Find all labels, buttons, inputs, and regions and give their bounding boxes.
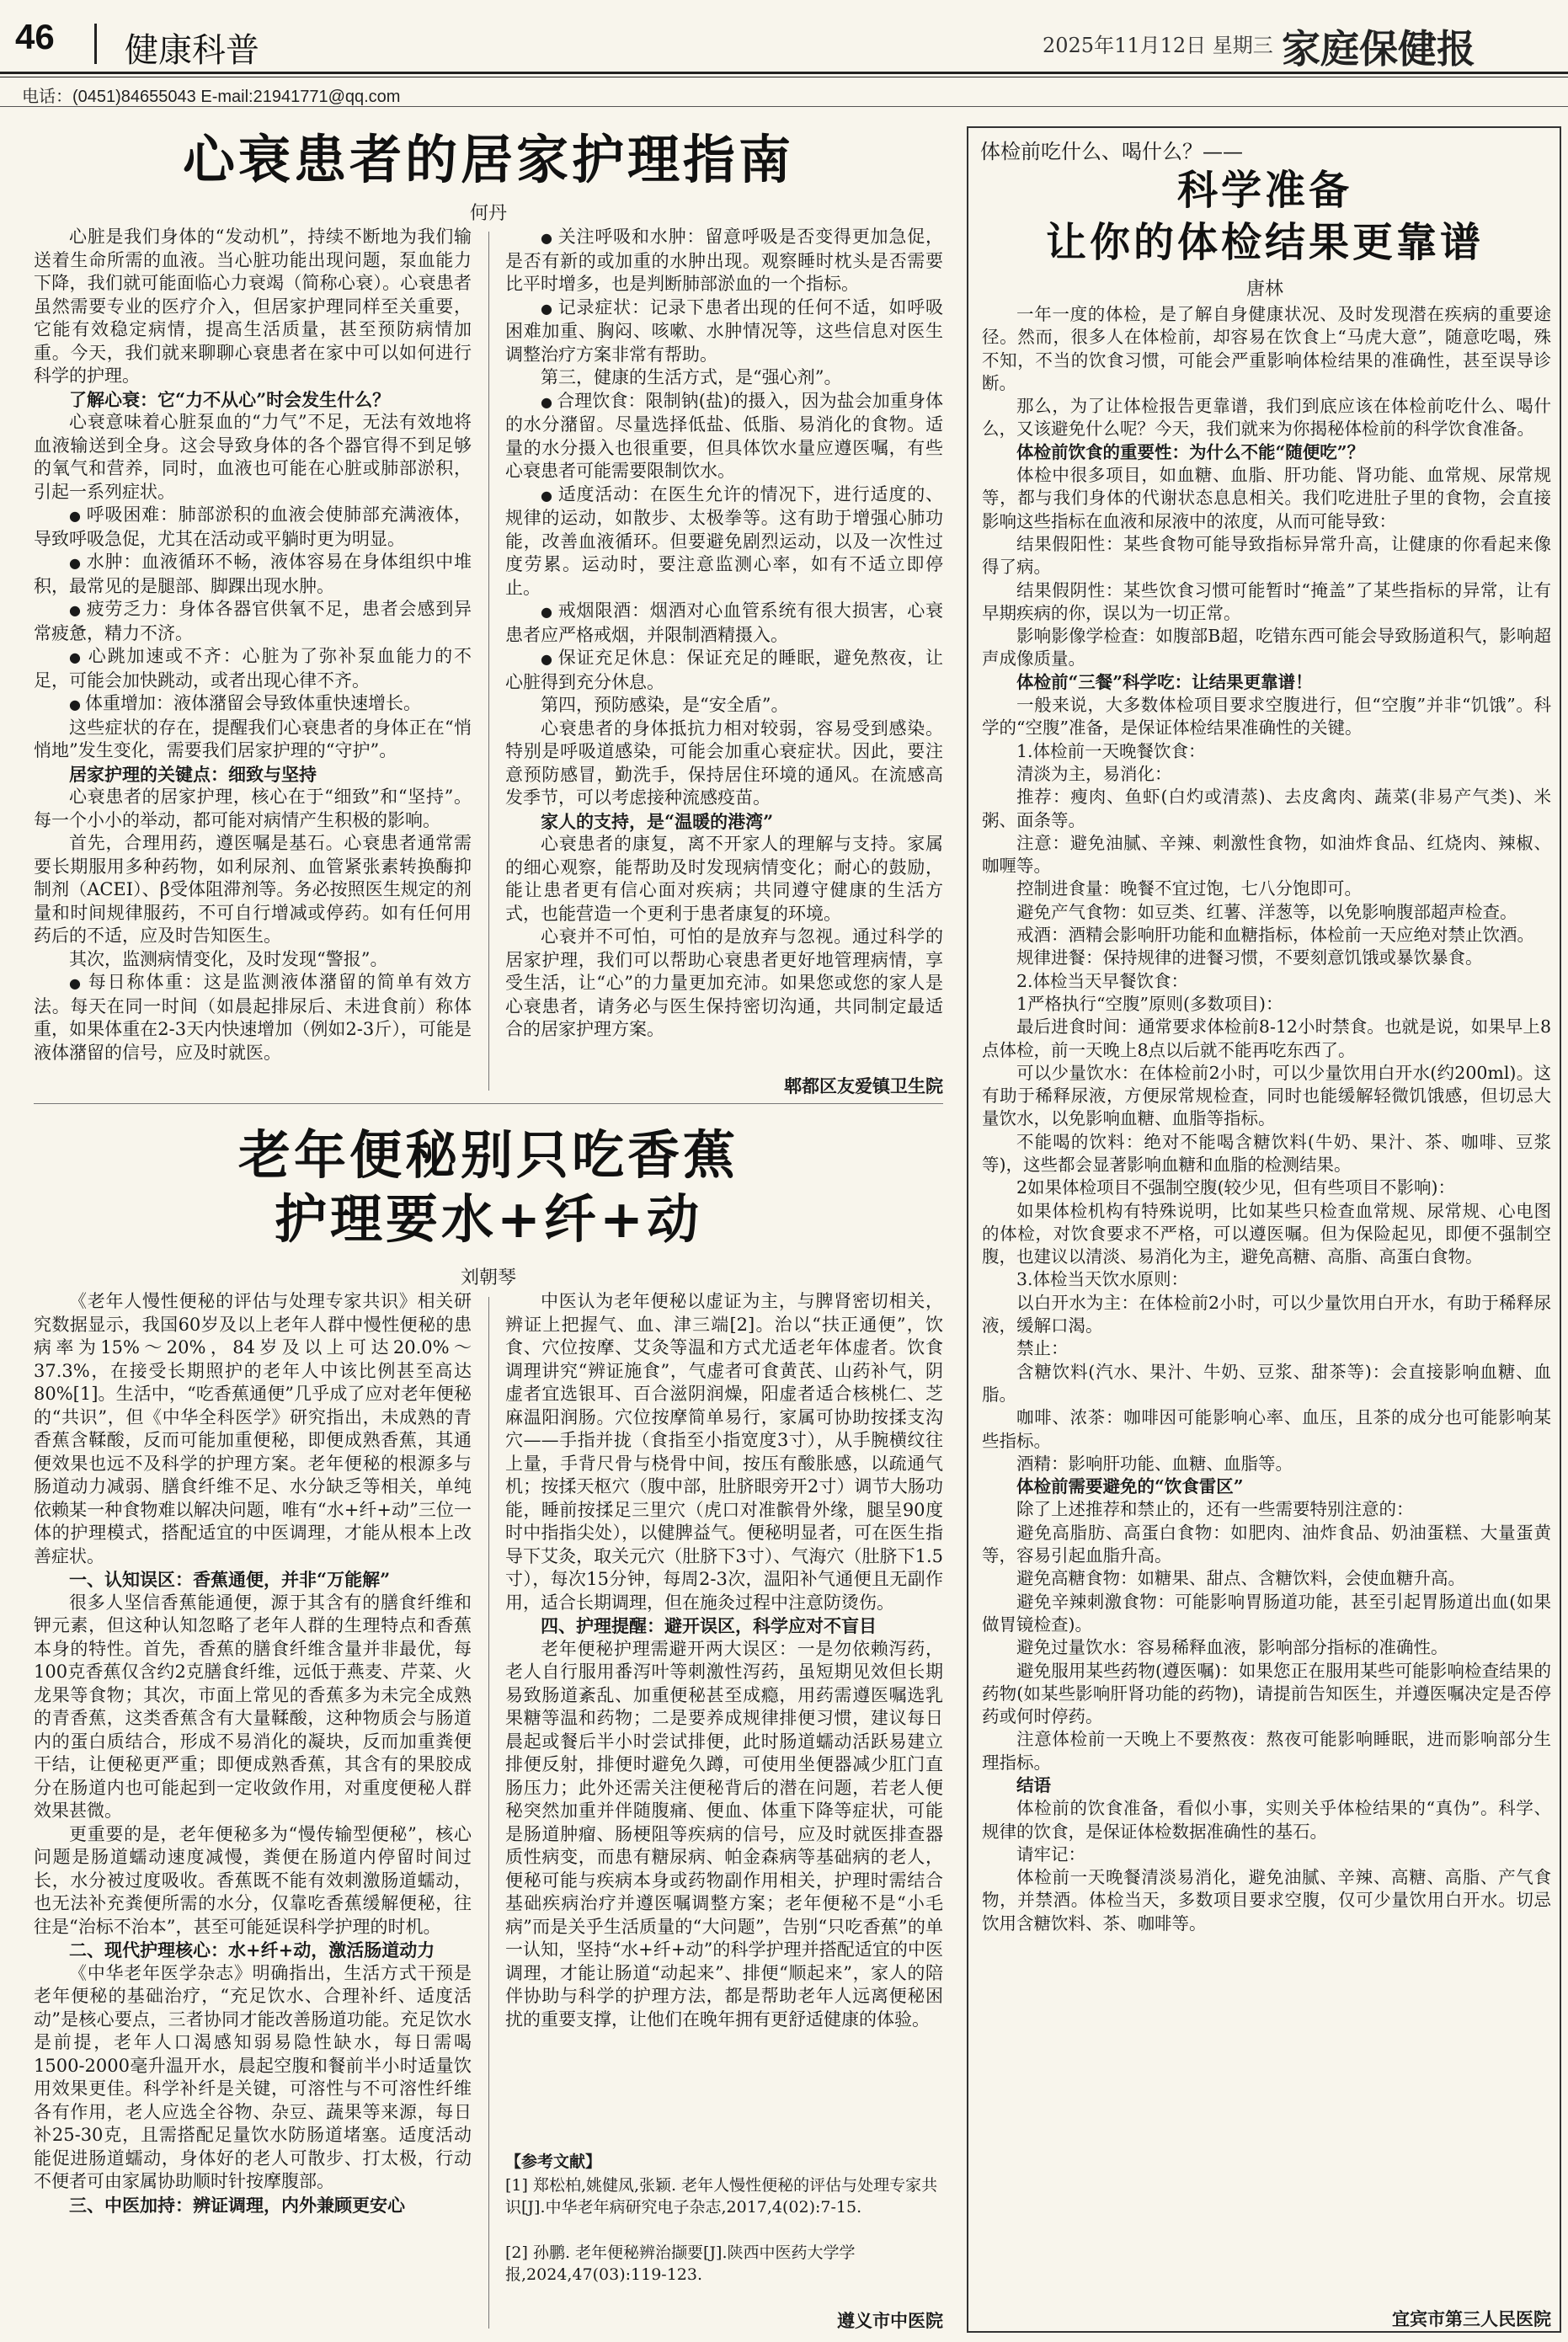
- bullet-paragraph: ● 关注呼吸和水肿：留意呼吸是否变得更加急促，是否有新的或加重的水肿出现。观察睡时枕头是否需要比平时增多，也是判断肺部淤血的一个指标。: [505, 226, 943, 296]
- paragraph: 结果假阳性：某些食物可能导致指标异常升高，让健康的你看起来像得了病。: [982, 533, 1551, 578]
- paragraph: 不能喝的饮料：绝对不能喝含糖饮料(牛奶、果汁、茶、咖啡、豆浆等)，这些都会显著影响血糖和血脂的检测结果。: [982, 1131, 1551, 1175]
- paragraph: 1严格执行“空腹”原则(多数项目)：: [1016, 993, 1283, 1014]
- article2-column-2: [505, 1290, 943, 2146]
- paragraph: 规律进餐：保持规律的进餐习惯，不要刻意饥饿或暴饮暴食。: [1016, 947, 1483, 968]
- paragraph: 心衰患者的康复，离不开家人的理解与支持。家属的细心观察，能帮助及时发现病情变化；耐心的鼓励，能让患者更有信心面对疾病；共同遵守健康的生活方式，也能营造一个更利于患者康复的环境。: [505, 834, 943, 924]
- masthead-divider: [94, 24, 97, 64]
- paragraph: 避免产气食物：如豆类、红薯、洋葱等，以免影响腹部超声检查。: [1016, 901, 1517, 922]
- article2-column-1: [34, 1290, 472, 2333]
- subheading: 体检前需要避免的“饮食雷区”: [1016, 1476, 1244, 1497]
- paragraph: 更重要的是，老年便秘多为“慢传输型便秘”，核心问题是肠道蠕动速度减慢，粪便在肠道内停留时间过长，水分被过度吸收。香蕉既不能有效刺激肠道蠕动，也无法补充粪便所需的水分，仅靠吃香蕉缓解便秘，往往是“治标不治本”，甚至可能延误科学护理的时机。: [34, 1823, 472, 1937]
- paragraph: 一年一度的体检，是了解自身健康状况、及时发现潜在疾病的重要途径。然而，很多人在体检前，却容易在饮食上“马虎大意”，随意吃喝，殊不知，不当的饮食习惯，可能会严重影响体检结果的准确性，甚至误导诊断。: [982, 304, 1551, 393]
- paragraph: 结果假阴性：某些饮食习惯可能暂时“掩盖”了某些指标的异常，让有早期疾病的你，误以为一切正常。: [982, 579, 1551, 623]
- article2-title-line1: 老年便秘别只吃香蕉: [237, 1124, 739, 1186]
- paragraph: 请牢记：: [1016, 1843, 1085, 1865]
- paragraph: 心衰患者的居家护理，核心在于“细致”和“坚持”。每一个小小的举动，都可能对病情产生积极的影响。: [34, 787, 472, 830]
- column-divider: [488, 232, 489, 1091]
- paragraph: 戒酒：酒精会影响肝功能和血糖指标，体检前一天应绝对禁止饮酒。: [1016, 925, 1534, 946]
- section-name: 健康科普: [125, 31, 259, 70]
- paragraph: 避免过量饮水：容易稀释血液，影响部分指标的准确性。: [1016, 1637, 1448, 1658]
- bullet-paragraph: ● 记录症状：记录下患者出现的任何不适，如呼吸困难加重、胸闷、咳嗽、水肿情况等，这些信息对医生调整治疗方案非常有帮助。: [505, 296, 943, 367]
- paragraph: 《老年人慢性便秘的评估与处理专家共识》相关研究数据显示，我国60岁及以上老年人群中慢性便秘的患病率为15%～20%，84岁及以上可达20.0%～37.3%，在接受长期照护的老年人中该比例甚至高达80%[1]。生活中，“吃香蕉通便”几乎成了应对老年便秘的“共识”，但《中华全科医学》研究指出，未成熟的青香蕉含鞣酸，反而可能加重便秘，即便成熟香蕉，其通便效果也远不及科学的护理方案。老年便秘的根源多与肠道动力减弱、膳食纤维不足、水分缺乏等相关，单纯依赖某一种食物难以解决问题，唯有“水+纤+动”三位一体的护理模式，搭配适宜的中医调理，才能从根本上改善症状。: [34, 1291, 472, 1566]
- paragraph: 体检中很多项目，如血糖、血脂、肝功能、肾功能、血常规、尿常规等，都与我们身体的代谢状态息息相关。我们吃进肚子里的食物，会直接影响这些指标在血液和尿液中的浓度，从而可能导致：: [982, 465, 1551, 531]
- paragraph: 心衰患者的身体抵抗力相对较弱，容易受到感染。特别是呼吸道感染，可能会加重心衰症状。因此，要注意预防感冒，勤洗手，保持居住环境的通风。在流感高发季节，可以考虑接种流感疫苗。: [505, 718, 943, 808]
- paragraph: 避免高脂肪、高蛋白食物：如肥肉、油炸食品、奶油蛋糕、大量蛋黄等，容易引起血脂升高。: [982, 1522, 1551, 1566]
- paragraph: 禁止：: [1016, 1338, 1069, 1359]
- reference-item: [1] 郑松柏,姚健凤,张颖. 老年人慢性便秘的评估与处理专家共识[J].中华老年病研究电子杂志,2017,4(02):7-15.: [505, 2176, 938, 2217]
- article1-author: 何丹: [469, 203, 507, 224]
- subheading: 四、护理提醒：避开误区，科学应对不盲目: [541, 1615, 877, 1636]
- paragraph: 推荐：瘦肉、鱼虾(白灼或清蒸)、去皮禽肉、蔬菜(非易产气类)、米粥、面条等。: [982, 787, 1551, 830]
- paragraph: 体检前一天晚餐清淡易消化，避免油腻、辛辣、高糖、高脂、产气食物，并禁酒。体检当天，多数项目要求空腹，仅可少量饮用白开水。切忌饮用含糖饮料、茶、咖啡等。: [982, 1867, 1551, 1934]
- paragraph: 注意体检前一天晚上不要熬夜：熬夜可能影响睡眠，进而影响部分生理指标。: [982, 1729, 1551, 1773]
- paragraph: 体检前的饮食准备，看似小事，实则关乎体检结果的“真伪”。科学、规律的饮食，是保证体检数据准确性的基石。: [982, 1798, 1551, 1842]
- paragraph: 2.体检当天早餐饮食：: [1016, 970, 1189, 991]
- paragraph: 可以少量饮水：在体检前2小时，可以少量饮用白开水(约200ml)。这有助于稀释尿液，方便尿常规检查，同时也能缓解轻微饥饿感，但切忌大量饮水，以免影响血糖、血脂等指标。: [982, 1062, 1551, 1129]
- subheading: 体检前饮食的重要性：为什么不能“随便吃”？: [1016, 441, 1365, 462]
- paragraph: 如果体检机构有特殊说明，比如某些只检查血常规、尿常规、心电图的体检，对饮食要求不严格，可以遵医嘱。但为保险起见，即便不强制空腹，也建议以清淡、易消化为主，避免高糖、高脂、高蛋白食物。: [982, 1200, 1551, 1267]
- article2-title-line2: 护理要水+纤+动: [275, 1188, 702, 1250]
- article2-signature: 遵义市中医院: [837, 2310, 943, 2331]
- bullet-paragraph: ● 心跳加速或不齐：心脏为了弥补泵血能力的不足，可能会加快跳动，或者出现心律不齐。: [34, 645, 472, 692]
- subheading: 三、中医加持：辨证调理，内外兼顾更安心: [69, 2194, 405, 2216]
- subheading: 体检前“三餐”科学吃：让结果更靠谱！: [1016, 671, 1313, 692]
- paragraph: 避免高糖食物：如糖果、甜点、含糖饮料，会使血糖升高。: [1016, 1568, 1465, 1589]
- issue-date: 2025年11月12日 星期三: [1043, 34, 1273, 57]
- article3-title-line1: 科学准备: [1176, 167, 1352, 214]
- article3-signature: 宜宾市第三人民医院: [1392, 2308, 1551, 2329]
- paragraph: 影响影像学检查：如腹部B超，吃错东西可能会导致肠道积气，影响超声成像质量。: [982, 626, 1551, 670]
- subheading: 二、现代护理核心：水+纤+动，激活肠道动力: [69, 1939, 435, 1961]
- paragraph: 首先，合理用药，遵医嘱是基石。心衰患者通常需要长期服用多种药物，如利尿剂、血管紧张素转换酶抑制剂（ACEI）、β受体阻滞剂等。务必按照医生规定的剂量和时间规律服药，不可自行增减或停药。如有任何用药后的不适，应及时告知医生。: [34, 833, 472, 946]
- paragraph: 第四，预防感染，是“安全盾”。: [541, 695, 789, 715]
- column-divider: [488, 1297, 489, 2329]
- bullet-paragraph: ● 戒烟限酒：烟酒对心血管系统有很大损害，心衰患者应严格戒烟，并限制酒精摄入。: [505, 600, 943, 647]
- paragraph: 心衰意味着心脏泵血的“力气”不足，无法有效地将血液输送到全身。这会导致身体的各个器官得不到足够的氧气和营养，同时，血液也可能在心脏或肺部淤积，引起一系列症状。: [34, 412, 472, 502]
- article1-column-2: [505, 226, 943, 1070]
- paragraph: 避免辛辣刺激食物：可能影响胃肠道功能，甚至引起胃肠道出血(如果做胃镜检查)。: [982, 1591, 1551, 1635]
- bullet-paragraph: ● 体重增加：液体潴留会导致体重快速增长。: [34, 692, 472, 717]
- paragraph: 以白开水为主：在体检前2小时，可以少量饮用白开水，有助于稀释尿液，缓解口渴。: [982, 1292, 1551, 1336]
- paragraph: 咖啡、浓茶：咖啡因可能影响心率、血压，且茶的成分也可能影响某些指标。: [982, 1407, 1551, 1451]
- newspaper-name: 家庭保健报: [1282, 26, 1475, 72]
- paragraph: 老年便秘护理需避开两大误区：一是勿依赖泻药，老人自行服用番泻叶等刺激性泻药，虽短期见效但长期易致肠道紊乱、加重便秘甚至成瘾，用药需遵医嘱选乳果糖等温和药物；二是要养成规律排便习惯，建议每日晨起或餐后半小时尝试排便，此时肠道蠕动活跃易建立排便反射，排便时避免久蹲，可使用坐便器减少肛门直肠压力；此外还需关注便秘背后的潜在问题，若老人便秘突然加重并伴随腹痛、便血、体重下降等症状，可能是肠道肿瘤、肠梗阻等疾病的信号，应及时就医排查器质性病变，而患有糖尿病、帕金森病等基础病的老人，便秘可能与疾病本身或药物副作用相关，护理时需结合基础疾病治疗并遵医嘱调整方案；老年便秘不是“小毛病”而是关乎生活质量的“大问题”，告别“只吃香蕉”的单一认知，坚持“水+纤+动”的科学护理并搭配适宜的中医调理，才能让肠道“动起来”、排便“顺起来”，家人的陪伴协助与科学的护理方法，都是帮助老年人远离便秘困扰的重要支撑，让他们在晚年拥有更舒适健康的体验。: [505, 1638, 943, 2030]
- bullet-paragraph: ● 每日称体重：这是监测液体潴留的简单有效方法。每天在同一时间（如晨起排尿后、未进食前）称体重，如果体重在2-3天内快速增加（例如2-3斤），可能是液体潴留的信号，应及时就医。: [34, 971, 472, 1064]
- article3-kicker: 体检前吃什么、喝什么？——: [980, 140, 1243, 163]
- article3-title-line2: 让你的体检结果更靠谱: [1045, 219, 1484, 266]
- paragraph: 这些症状的存在，提醒我们心衰患者的身体正在“悄悄地”发生变化，需要我们居家护理的“守护”。: [34, 717, 472, 760]
- page-number: 46: [15, 17, 55, 56]
- paragraph: 避免服用某些药物(遵医嘱)：如果您正在服用某些可能影响检查结果的药物(如某些影响肝肾功能的药物)，请提前告知医生，并遵医嘱决定是否停药或何时停药。: [982, 1660, 1551, 1727]
- article1-title: 心衰患者的居家护理指南: [182, 129, 794, 190]
- bullet-paragraph: ● 适度活动：在医生允许的情况下，进行适度的、规律的运动，如散步、太极拳等。这有助于增强心肺功能，改善血液循环。但要避免剧烈运动，以及一次性过度劳累。运动时，要注意监测心率，如有不适立即停止。: [505, 483, 943, 600]
- paragraph: 1.体检前一天晚餐饮食：: [1016, 740, 1206, 761]
- subheading: 家人的支持，是“温暖的港湾”: [541, 810, 774, 832]
- paragraph: 中医认为老年便秘以虚证为主，与脾肾密切相关，辨证上把握气、血、津三端[2]。治以“扶正通便”，饮食、穴位按摩、艾灸等温和方式尤适老年体虚者。饮食调理讲究“辨证施食”，气虚者可食黄芪、山药补气，阴虚者宜选银耳、百合滋阴润燥，阳虚者适合核桃仁、芝麻温阳润肠。穴位按摩简单易行，家属可协助按揉支沟穴——手指并拢（食指至小指宽度3寸），从手腕横纹往上量，手背尺骨与桡骨中间，按压有酸胀感，以疏通气机；按揉天枢穴（腹中部，肚脐眼旁开2寸）调节大肠功能，睡前按揉足三里穴（虎口对准髌骨外缘，腿呈90度时中指指尖处），以健脾益气。便秘明显者，可在医生指导下艾灸，取关元穴（肚脐下3寸）、气海穴（肚脐下1.5寸），每次15分钟，每周2-3次，温阳补气通便且无副作用，适合长期调理，但在施灸过程中注意防烫伤。: [505, 1291, 943, 1613]
- bullet-paragraph: ● 合理饮食：限制钠(盐)的摄入，因为盐会加重身体的水分潴留。尽量选择低盐、低脂、易消化的食物。适量的水分摄入也很重要，但具体饮水量应遵医嘱，有些心衰患者可能需要限制饮水。: [505, 390, 943, 483]
- paragraph: 2如果体检项目不强制空腹(较少见，但有些项目不影响)：: [1016, 1177, 1456, 1198]
- paragraph: 很多人坚信香蕉能通便，源于其含有的膳食纤维和钾元素，但这种认知忽略了老年人群的生理特点和香蕉本身的特性。首先，香蕉的膳食纤维含量并非最优，每100克香蕉仅含约2克膳食纤维，远低于燕麦、芹菜、火龙果等食物；其次，市面上常见的香蕉多为未完全成熟的青香蕉，这类香蕉含有大量鞣酸，这种物质会与肠道内的蛋白质结合，形成不易消化的凝块，反而加重粪便干结，让便秘更严重；即便成熟香蕉，其含有的果胶成分在肠道内也可能起到一定收敛作用，对重度便秘人群效果甚微。: [34, 1592, 472, 1821]
- paragraph: 第三，健康的生活方式，是“强心剂”。: [541, 367, 842, 387]
- subheading: 居家护理的关键点：细致与坚持: [69, 763, 317, 785]
- paragraph: 3.体检当天饮水原则：: [1016, 1269, 1189, 1290]
- contact-rule: [0, 106, 1568, 107]
- reference-item: [2] 孙鹏. 老年便秘辨治撷要[J].陕西中医药大学学报,2024,47(03):119-123.: [505, 2243, 856, 2284]
- paragraph: 心衰并不可怕，可怕的是放弃与忽视。通过科学的居家护理，我们可以帮助心衰患者更好地管理病情，享受生活，让“心”的力量更加充沛。如果您或您的家人是心衰患者，请务必与医生保持密切沟通，共同制定最适合的居家护理方案。: [505, 926, 943, 1039]
- references-heading: 【参考文献】: [505, 2153, 602, 2171]
- article-divider: [34, 1103, 943, 1104]
- bullet-paragraph: ● 呼吸困难：肺部淤积的血液会使肺部充满液体，导致呼吸急促，尤其在活动或平躺时更为明显。: [34, 504, 472, 551]
- article3-body: [982, 303, 1551, 2297]
- subheading: 一、认知误区：香蕉通便，并非“万能解”: [69, 1569, 391, 1590]
- paragraph: 清淡为主，易消化：: [1016, 763, 1172, 784]
- paragraph: 除了上述推荐和禁止的，还有一些需要特别注意的：: [1016, 1499, 1414, 1520]
- paragraph: 那么，为了让体检报告更靠谱，我们到底应该在体检前吃什么、喝什么，又该避免什么呢？今天，我们就来为你揭秘体检前的科学饮食准备。: [982, 396, 1551, 440]
- masthead-rule: [0, 72, 1568, 74]
- paragraph: 注意：避免油腻、辛辣、刺激性食物，如油炸食品、红烧肉、辣椒、咖喱等。: [982, 832, 1551, 877]
- article2-author: 刘朝琴: [460, 1267, 516, 1288]
- bullet-paragraph: ● 疲劳乏力：身体各器官供氧不足，患者会感到异常疲惫，精力不济。: [34, 598, 472, 645]
- contact-line: 电话：(0451)84655043 E-mail:21941771@qq.com: [22, 88, 401, 106]
- paragraph: 其次，监测病情变化，及时发现“警报”。: [69, 948, 388, 969]
- paragraph: 控制进食量：晚餐不宜过饱，七八分饱即可。: [1016, 878, 1362, 899]
- paragraph: 酒精：影响肝功能、血糖、血脂等。: [1016, 1453, 1293, 1474]
- paragraph: 含糖饮料(汽水、果汁、牛奶、豆浆、甜茶等)：会直接影响血糖、血脂。: [982, 1361, 1551, 1405]
- bullet-paragraph: ● 水肿：血液循环不畅，液体容易在身体组织中堆积，最常见的是腿部、脚踝出现水肿。: [34, 551, 472, 598]
- paragraph: 《中华老年医学杂志》明确指出，生活方式干预是老年便秘的基础治疗，“充足饮水、合理补纤、适度活动”是核心要点，三者协同才能改善肠道功能。充足饮水是前提，老年人口渴感知弱易隐性缺水，每日需喝1500-2000毫升温开水，晨起空腹和餐前半小时适量饮用效果更佳。科学补纤是关键，可溶性与不可溶性纤维各有作用，老人应选全谷物、杂豆、蔬果等来源，每日补25-30克，且需搭配足量饮水防肠道堵塞。适度活动能促进肠道蠕动，身体好的老人可散步、打太极，行动不便者可由家属协助顺时针按摩腹部。: [34, 1962, 472, 2191]
- paragraph: 心脏是我们身体的“发动机”，持续不断地为我们输送着生命所需的血液。当心脏功能出现问题，泵血能力下降，我们就可能面临心力衰竭（简称心衰）。心衰患者虽然需要专业的医疗介入，但居家护理同样至关重要，它能有效稳定病情，提高生活质量，甚至预防病情加重。今天，我们就来聊聊心衰患者在家中可以如何进行科学的护理。: [34, 227, 472, 386]
- subheading: 了解心衰：它“力不从心”时会发生什么？: [69, 388, 391, 410]
- subheading: 结语: [1016, 1775, 1051, 1795]
- paragraph: 最后进食时间：通常要求体检前8-12小时禁食。也就是说，如果早上8点体检，前一天晚上8点以后就不能再吃东西了。: [982, 1016, 1551, 1060]
- paragraph: 一般来说，大多数体检项目要求空腹进行，但“空腹”并非“饥饿”。科学的“空腹”准备，是保证体检结果准确性的关键。: [982, 695, 1551, 739]
- article1-signature: 郫都区友爱镇卫生院: [784, 1075, 943, 1096]
- bullet-paragraph: ● 保证充足休息：保证充足的睡眠，避免熬夜，让心脏得到充分休息。: [505, 647, 943, 694]
- article3-author: 唐林: [1245, 279, 1283, 300]
- article1-column-1: [34, 226, 472, 1091]
